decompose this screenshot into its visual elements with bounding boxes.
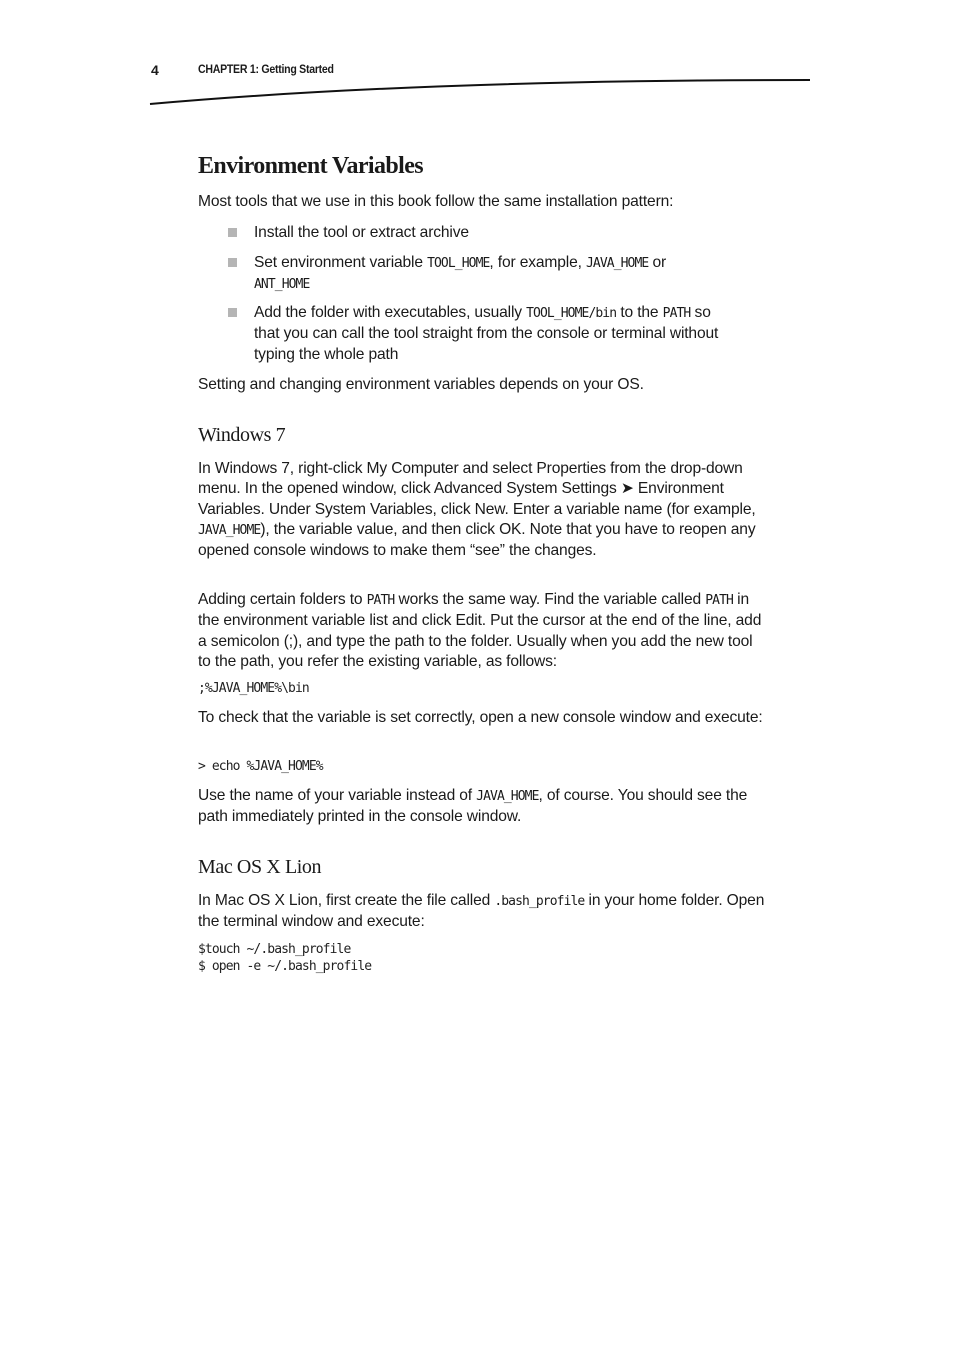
bullet-icon	[228, 258, 237, 267]
code-block: > echo %JAVA_HOME%	[198, 759, 323, 774]
paragraph: In Windows 7, right-click My Computer and select Properties from the drop-down menu. In the opened window, click Advanced System Settings ➤ Environment Variables. Under System Variables, click New. Enter a variable name (for example, JAVA_HOME), the variable value, and then click OK. Note that you have to reopen any opened console windows to make them “see” the changes.	[198, 460, 756, 560]
code-block: $touch ~/.bash_profile $ open -e ~/.bash_profile	[198, 942, 372, 974]
bullet-icon	[228, 228, 237, 237]
subheading-windows: Windows 7	[198, 424, 286, 446]
subheading-mac: Mac OS X Lion	[198, 856, 322, 878]
bullet-icon	[228, 308, 237, 317]
code-block: ;%JAVA_HOME%\bin	[198, 681, 309, 696]
intro-paragraph: Most tools that we use in this book follow the same installation pattern:	[198, 193, 674, 210]
paragraph: Use the name of your variable instead of JAVA_HOME, of course. You should see the path immediately printed in the console window.	[198, 787, 748, 826]
paragraph: In Mac OS X Lion, first create the file called .bash_profile in your home folder. Open the terminal window and execute:	[198, 892, 765, 931]
paragraph: Adding certain folders to PATH works the same way. Find the variable called PATH in the environment variable list and click Edit. Put the cursor at the end of the line, add a semicolon (;), and type the path to the folder. Usually when you add the new tool to the path, you refer the existing variable, as follows:	[198, 591, 762, 670]
running-header: CHAPTER 1: Getting Started	[198, 62, 334, 76]
page-number: 4	[151, 62, 159, 78]
list-item: Install the tool or extract archive	[254, 224, 469, 241]
list-item: Set environment variable TOOL_HOME, for example, JAVA_HOME or ANT_HOME	[254, 254, 667, 293]
section-title: Environment Variables	[198, 153, 423, 179]
paragraph: To check that the variable is set correctly, open a new console window and execute:	[198, 709, 763, 726]
header-rule	[0, 0, 960, 120]
list-item: Add the folder with executables, usually TOOL_HOME/bin to the PATH so that you can call the tool straight from the console or terminal without typing the whole path	[254, 304, 719, 363]
paragraph: Setting and changing environment variables depends on your OS.	[198, 376, 644, 393]
